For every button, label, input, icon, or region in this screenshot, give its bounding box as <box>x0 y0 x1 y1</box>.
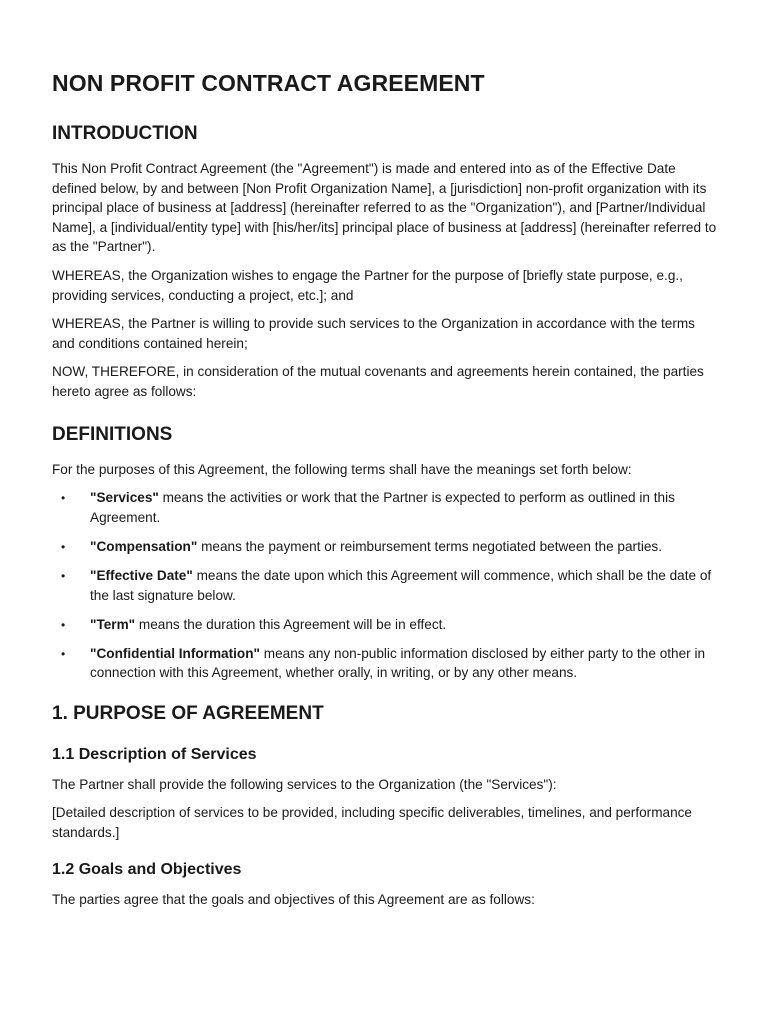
bullet-icon: • <box>61 646 66 661</box>
introduction-heading: INTRODUCTION <box>52 123 198 144</box>
definition-term: "Compensation" <box>90 538 198 554</box>
introduction-paragraph: This Non Profit Contract Agreement (the "Agreement") is made and entered into as of the Effective Date defined below, by and between [Non Profit Organization Name], a [jurisdiction] non-profit organization with its principal place of business at [address] (hereinafter referred to as the "Organization"), and [Partner/Individual Name], a [individual/entity type] with [his/her/its] principal place of business at [address] (hereinafter referred to as the "Partner"). <box>52 161 717 255</box>
definitions-intro: For the purposes of this Agreement, the following terms shall have the meanings set forth below: <box>52 461 632 477</box>
document-title: NON PROFIT CONTRACT AGREEMENT <box>52 70 485 96</box>
bullet-icon: • <box>61 491 66 506</box>
definition-item <box>52 644 718 683</box>
purpose-section <box>52 703 718 909</box>
definition-term: "Term" <box>90 616 136 632</box>
purpose-heading: 1. PURPOSE OF AGREEMENT <box>52 702 324 724</box>
definition-term: "Services" <box>90 490 159 506</box>
definitions-list <box>52 488 718 683</box>
bullet-icon: • <box>61 539 66 554</box>
definition-item <box>52 488 718 527</box>
bullet-icon: • <box>61 568 66 583</box>
definition-text: means the payment or reimbursement terms negotiated between the parties. <box>197 538 662 554</box>
goals-objectives-heading: 1.2 Goals and Objectives <box>52 860 242 878</box>
definitions-heading: DEFINITIONS <box>52 423 173 445</box>
definitions-section <box>52 424 718 683</box>
definition-text: means the duration this Agreement will be in effect. <box>135 616 447 632</box>
now-therefore-paragraph: NOW, THEREFORE, in consideration of the mutual covenants and agreements herein contained, the parties hereto agree as follows: <box>52 364 704 399</box>
services-placeholder-paragraph: [Detailed description of services to be provided, including specific deliverables, timelines, and performance standards.] <box>52 805 692 841</box>
definition-term: "Effective Date" <box>90 567 193 583</box>
introduction-section <box>52 123 718 402</box>
whereas-paragraph-2: WHEREAS, the Partner is willing to provide such services to the Organization in accordance with the terms and conditions contained herein; <box>52 316 695 351</box>
definition-term: "Confidential Information" <box>90 645 260 661</box>
goals-intro-paragraph: The parties agree that the goals and objectives of this Agreement are as follows: <box>52 891 535 907</box>
description-of-services-heading: 1.1 Description of Services <box>52 745 257 763</box>
definition-item <box>52 615 718 635</box>
definition-item <box>52 566 718 605</box>
bullet-icon: • <box>61 617 66 632</box>
definition-item <box>52 537 718 557</box>
definition-text: means any non-public information disclosed by either party to the other in connection with this Agreement, whether orally, in writing, or by any other means. <box>90 645 706 681</box>
whereas-paragraph-1: WHEREAS, the Organization wishes to engage the Partner for the purpose of [briefly state purpose, e.g., providing services, conducting a project, etc.]; and <box>52 267 683 303</box>
definition-text: means the activities or work that the Partner is expected to perform as outlined in this Agreement. <box>90 490 675 525</box>
definition-text: means the date upon which this Agreement will commence, which shall be the date of the last signature below. <box>90 567 712 603</box>
services-intro-paragraph: The Partner shall provide the following services to the Organization (the "Services"): <box>52 776 557 792</box>
